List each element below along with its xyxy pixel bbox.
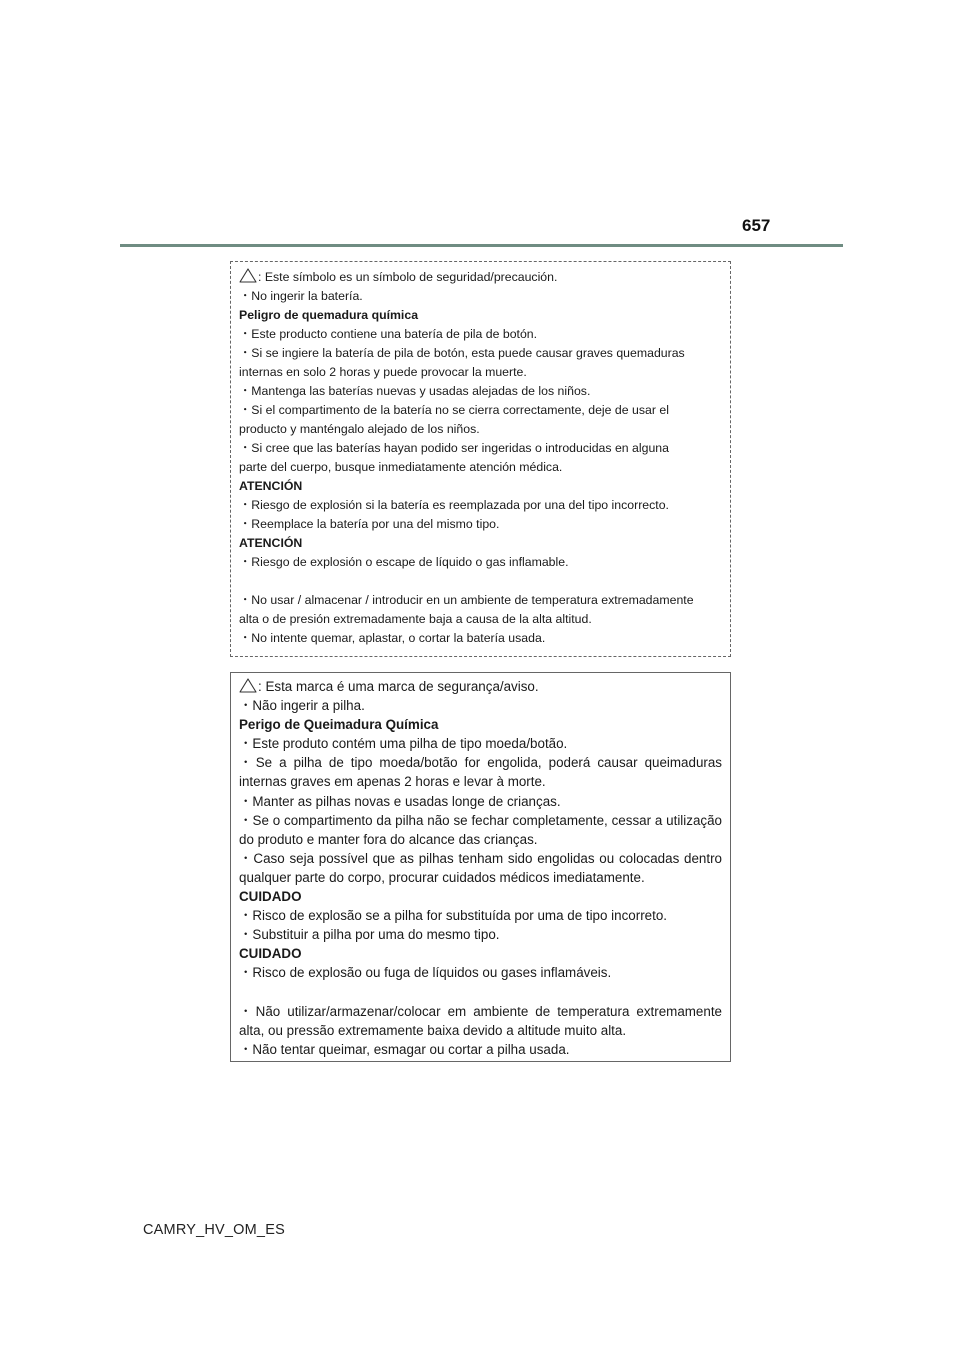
- line-text: CUIDADO: [239, 946, 302, 962]
- line-text: internas graves em apenas 2 horas e levar à morte.: [239, 774, 546, 790]
- line-text: ・No intente quemar, aplastar, o cortar la batería usada.: [239, 631, 546, 645]
- line-text: alta o de presión extremadamente baja a causa de la alta altitud.: [239, 612, 592, 626]
- line-text: ・Mantenga las baterías nuevas y usadas alejadas de los niños.: [239, 384, 591, 398]
- line-text: producto y manténgalo alejado de los niños.: [239, 422, 480, 436]
- portuguese-warning-box: [230, 672, 731, 1062]
- warning-text-line: [239, 629, 722, 648]
- warning-text-line: [239, 325, 722, 344]
- line-text: ・Si el compartimento de la batería no se cierra correctamente, deje de usar el: [239, 403, 669, 417]
- line-text: CUIDADO: [239, 889, 302, 905]
- line-text: alta, ou pressão extremamente baixa devido a altitude muito alta.: [239, 1022, 627, 1038]
- warning-text-line: [239, 610, 722, 629]
- line-text: ・Este produto contém uma pilha de tipo moeda/botão.: [239, 736, 568, 752]
- warning-text-line: [239, 382, 722, 401]
- warning-text-line: [239, 268, 722, 287]
- blank-line: [239, 572, 722, 591]
- line-text: ・Manter as pilhas novas e usadas longe de crianças.: [239, 793, 561, 809]
- blank-line: [239, 983, 722, 1002]
- line-text: ・Não utilizar/armazenar/colocar em ambiente de temperatura extremamente: [239, 1003, 722, 1019]
- warning-text-line: [239, 677, 722, 696]
- line-text: ・Se o compartimento da pilha não se fechar completamente, cessar a utilização: [239, 812, 722, 828]
- line-text: ・Si cree que las baterías hayan podido ser ingeridas o introducidas en alguna: [239, 441, 669, 455]
- header-rule: [120, 244, 843, 247]
- line-text: ・No usar / almacenar / introducir en un ambiente de temperatura extremadamente: [239, 593, 694, 607]
- line-text: ・Não tentar queimar, esmagar ou cortar a pilha usada.: [239, 1041, 570, 1057]
- line-text: ・Riesgo de explosión o escape de líquido o gas inflamable.: [239, 555, 569, 569]
- warning-text-line: [239, 344, 722, 363]
- warning-triangle-icon: [239, 678, 257, 693]
- document-footer-code: CAMRY_HV_OM_ES: [143, 1222, 285, 1238]
- warning-text-line: [239, 439, 722, 458]
- line-text: ATENCIÓN: [239, 479, 303, 493]
- warning-text-line: [239, 868, 722, 887]
- line-text: parte del cuerpo, busque inmediatamente atención médica.: [239, 460, 563, 474]
- line-text: Perigo de Queimadura Química: [239, 717, 439, 733]
- line-text: : Este símbolo es un símbolo de seguridad/precaución.: [258, 270, 558, 284]
- warning-text-line: [239, 792, 722, 811]
- line-text: ・Caso seja possível que as pilhas tenham sido engolidas ou colocadas dentro: [239, 850, 722, 866]
- section-heading: [239, 887, 722, 906]
- warning-text-line: [239, 906, 722, 925]
- line-text: internas en solo 2 horas y puede provocar la muerte.: [239, 365, 527, 379]
- line-text: ・Riesgo de explosión si la batería es reemplazada por una del tipo incorrecto.: [239, 498, 669, 512]
- warning-text-line: [239, 287, 722, 306]
- warning-text-line: [239, 1021, 722, 1040]
- warning-text-line: [239, 401, 722, 420]
- line-text: : Esta marca é uma marca de segurança/aviso.: [258, 679, 539, 694]
- line-text: ATENCIÓN: [239, 536, 303, 550]
- line-text: ・Este producto contiene una batería de pila de botón.: [239, 327, 538, 341]
- warning-text-line: [239, 363, 722, 382]
- line-text: qualquer parte do corpo, procurar cuidados médicos imediatamente.: [239, 869, 645, 885]
- line-text: ・Substituir a pilha por uma do mesmo tipo.: [239, 927, 500, 943]
- line-text: ・Risco de explosão ou fuga de líquidos ou gases inflamáveis.: [239, 965, 612, 981]
- warning-text-line: [239, 496, 722, 515]
- line-text: do produto e manter fora do alcance das crianças.: [239, 831, 538, 847]
- warning-text-line: [239, 515, 722, 534]
- line-text: ・Reemplace la batería por una del mismo tipo.: [239, 517, 500, 531]
- warning-text-line: [239, 420, 722, 439]
- warning-text-line: [239, 811, 722, 830]
- line-text: ・Si se ingiere la batería de pila de botón, esta puede causar graves quemaduras: [239, 346, 685, 360]
- warning-text-line: [239, 458, 722, 477]
- section-heading: [239, 534, 722, 553]
- warning-text-line: [239, 753, 722, 772]
- warning-triangle-icon: [239, 268, 257, 283]
- warning-text-line: [239, 696, 722, 715]
- warning-text-line: [239, 925, 722, 944]
- line-text: ・Risco de explosão se a pilha for substituída por uma de tipo incorreto.: [239, 908, 667, 924]
- warning-text-line: [239, 830, 722, 849]
- warning-text-line: [239, 553, 722, 572]
- warning-text-line: [239, 1002, 722, 1021]
- section-heading: [239, 715, 722, 734]
- section-heading: [239, 944, 722, 963]
- line-text: ・Não ingerir a pilha.: [239, 698, 365, 714]
- warning-text-line: [239, 1040, 722, 1059]
- warning-text-line: [239, 849, 722, 868]
- spanish-warning-box: [230, 261, 731, 657]
- section-heading: [239, 306, 722, 325]
- section-heading: [239, 477, 722, 496]
- line-text: ・No ingerir la batería.: [239, 289, 363, 303]
- warning-text-line: [239, 772, 722, 791]
- page-number: 657: [742, 216, 771, 235]
- warning-text-line: [239, 591, 722, 610]
- line-text: ・Se a pilha de tipo moeda/botão for engolida, poderá causar queimaduras: [239, 755, 722, 771]
- line-text: Peligro de quemadura química: [239, 308, 419, 322]
- warning-text-line: [239, 734, 722, 753]
- warning-text-line: [239, 963, 722, 982]
